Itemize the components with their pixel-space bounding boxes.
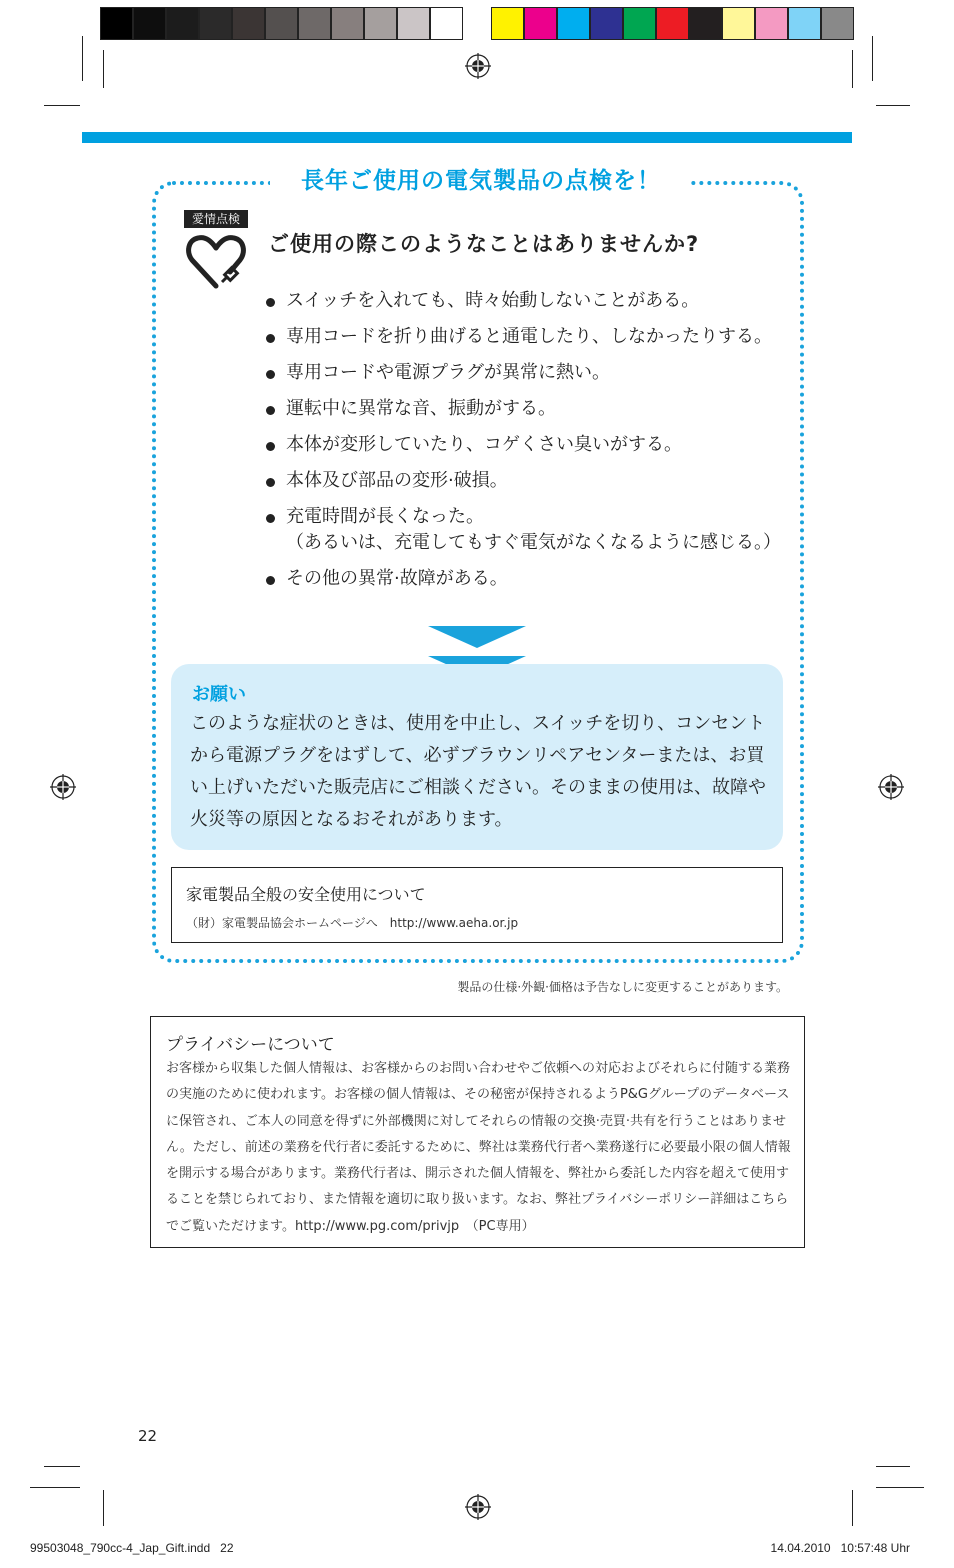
list-item xyxy=(266,432,786,458)
registration-mark-icon xyxy=(465,53,491,79)
header-accent-bar xyxy=(82,132,852,143)
symptom-text: 専用コードを折り曲げると通電したり、しなかったりする。 xyxy=(286,326,772,347)
crop-mark xyxy=(103,50,104,88)
crop-mark xyxy=(30,1487,80,1488)
symptom-text: 本体及び部品の変形·破損。 xyxy=(286,470,508,491)
notice-body: このような症状のときは、使用を中止し、スイッチを切り、コンセントから電源プラグをはずして、必ずブラウンリペアセンターまたは、お買い上げいただいた販売店にご相談ください。そのままの使用は、故障や火災等の原因となるおそれがあります。 xyxy=(190,713,766,830)
color-swatch xyxy=(524,7,557,40)
color-swatch xyxy=(100,7,133,40)
symptom-text: 運転中に異常な音、振動がする。 xyxy=(286,398,556,419)
list-item xyxy=(266,324,786,350)
list-item xyxy=(266,288,786,314)
notice-title: お願い xyxy=(192,684,246,705)
registration-mark-icon xyxy=(465,1494,491,1520)
symptom-text: その他の異常·故障がある。 xyxy=(286,568,508,589)
symptom-text: 専用コードや電源プラグが異常に熱い。 xyxy=(286,362,610,383)
safety-box xyxy=(171,867,783,943)
color-swatch xyxy=(430,7,463,40)
color-swatch xyxy=(722,7,755,40)
symptom-text: 本体が変形していたり、コゲくさい臭いがする。 xyxy=(286,434,682,455)
color-swatch xyxy=(788,7,821,40)
page-title: 長年ご使用の電気製品の点検を！ xyxy=(301,168,661,194)
color-swatch xyxy=(397,7,430,40)
crop-mark xyxy=(852,50,853,88)
color-swatch xyxy=(656,7,689,40)
swatch-gap xyxy=(463,7,490,42)
color-swatch xyxy=(265,7,298,40)
color-swatch xyxy=(364,7,397,40)
color-swatch xyxy=(199,7,232,40)
symptom-text: 充電時間が長くなった。 （あるいは、充電してもすぐ電気がなくなるように感じる。） xyxy=(286,506,781,553)
heart-plug-icon xyxy=(184,230,248,294)
crop-mark xyxy=(82,36,83,81)
color-swatch xyxy=(491,7,524,40)
question-heading: ご使用の際このようなことはありませんか? xyxy=(268,232,700,256)
color-swatch xyxy=(590,7,623,40)
crop-mark xyxy=(876,1487,924,1488)
color-swatch xyxy=(557,7,590,40)
crop-mark xyxy=(852,1490,853,1526)
crop-mark xyxy=(876,1466,910,1467)
privacy-body: お客様から収集した個人情報は、お客様からのお問い合わせやご依頼への対応およびそれらに付随する業務の実施のために使われます。お客様の個人情報は、その秘密が保持されるようP&Gグループのデータベースに保管され、ご本人の同意を得ずに外部機関に対してそれらの情報の交換·売買·共有を行うことはありません。ただし、前述の業務を代行者に委託するために、弊社は業務代行者へ業務遂行に必要最小限の個人情報を開示する場合があります。業務代行者は、開示された個人情報を、弊社から委託した内容を超えて使用することを禁じられており、また情報を適切に取り扱います。なお、弊社プライバシーポリシー詳細はこちらでご覧いただけます。http://www.pg.com/privjp （PC専用） xyxy=(166,1061,791,1234)
color-swatch xyxy=(166,7,199,40)
color-swatch xyxy=(331,7,364,40)
symptom-text: スイッチを入れても、時々始動しないことがある。 xyxy=(286,290,700,311)
crop-mark xyxy=(44,105,80,106)
color-swatch xyxy=(755,7,788,40)
list-item xyxy=(266,504,786,556)
color-swatch xyxy=(623,7,656,40)
registration-mark-icon xyxy=(878,774,904,800)
symptom-list xyxy=(266,288,786,602)
safety-link[interactable]: （財）家電製品協会ホームページへ http://www.aeha.or.jp xyxy=(186,916,519,930)
footer-filename: 99503048_790cc-4_Jap_Gift.indd 22 xyxy=(30,1541,234,1555)
color-swatch xyxy=(133,7,166,40)
privacy-title: プライバシーについて xyxy=(166,1035,335,1055)
color-swatch xyxy=(689,7,722,40)
crop-mark xyxy=(103,1490,104,1526)
list-item xyxy=(266,396,786,422)
color-swatch xyxy=(298,7,331,40)
color-calibration-bar xyxy=(100,7,854,42)
list-item xyxy=(266,360,786,386)
safety-title: 家電製品全般の安全使用について xyxy=(186,885,426,904)
list-item xyxy=(266,566,786,592)
color-swatch xyxy=(232,7,265,40)
crop-mark xyxy=(872,36,873,81)
list-item xyxy=(266,468,786,494)
footer-timestamp: 14.04.2010 10:57:48 Uhr xyxy=(770,1541,910,1555)
spec-disclaimer: 製品の仕様·外観·価格は予告なしに変更することがあります。 xyxy=(457,980,788,994)
crop-mark xyxy=(876,105,910,106)
crop-mark xyxy=(44,1466,80,1467)
registration-mark-icon xyxy=(50,774,76,800)
color-swatch xyxy=(821,7,854,40)
page-number: 22 xyxy=(138,1427,158,1445)
inspection-badge: 愛情点検 xyxy=(184,210,248,228)
